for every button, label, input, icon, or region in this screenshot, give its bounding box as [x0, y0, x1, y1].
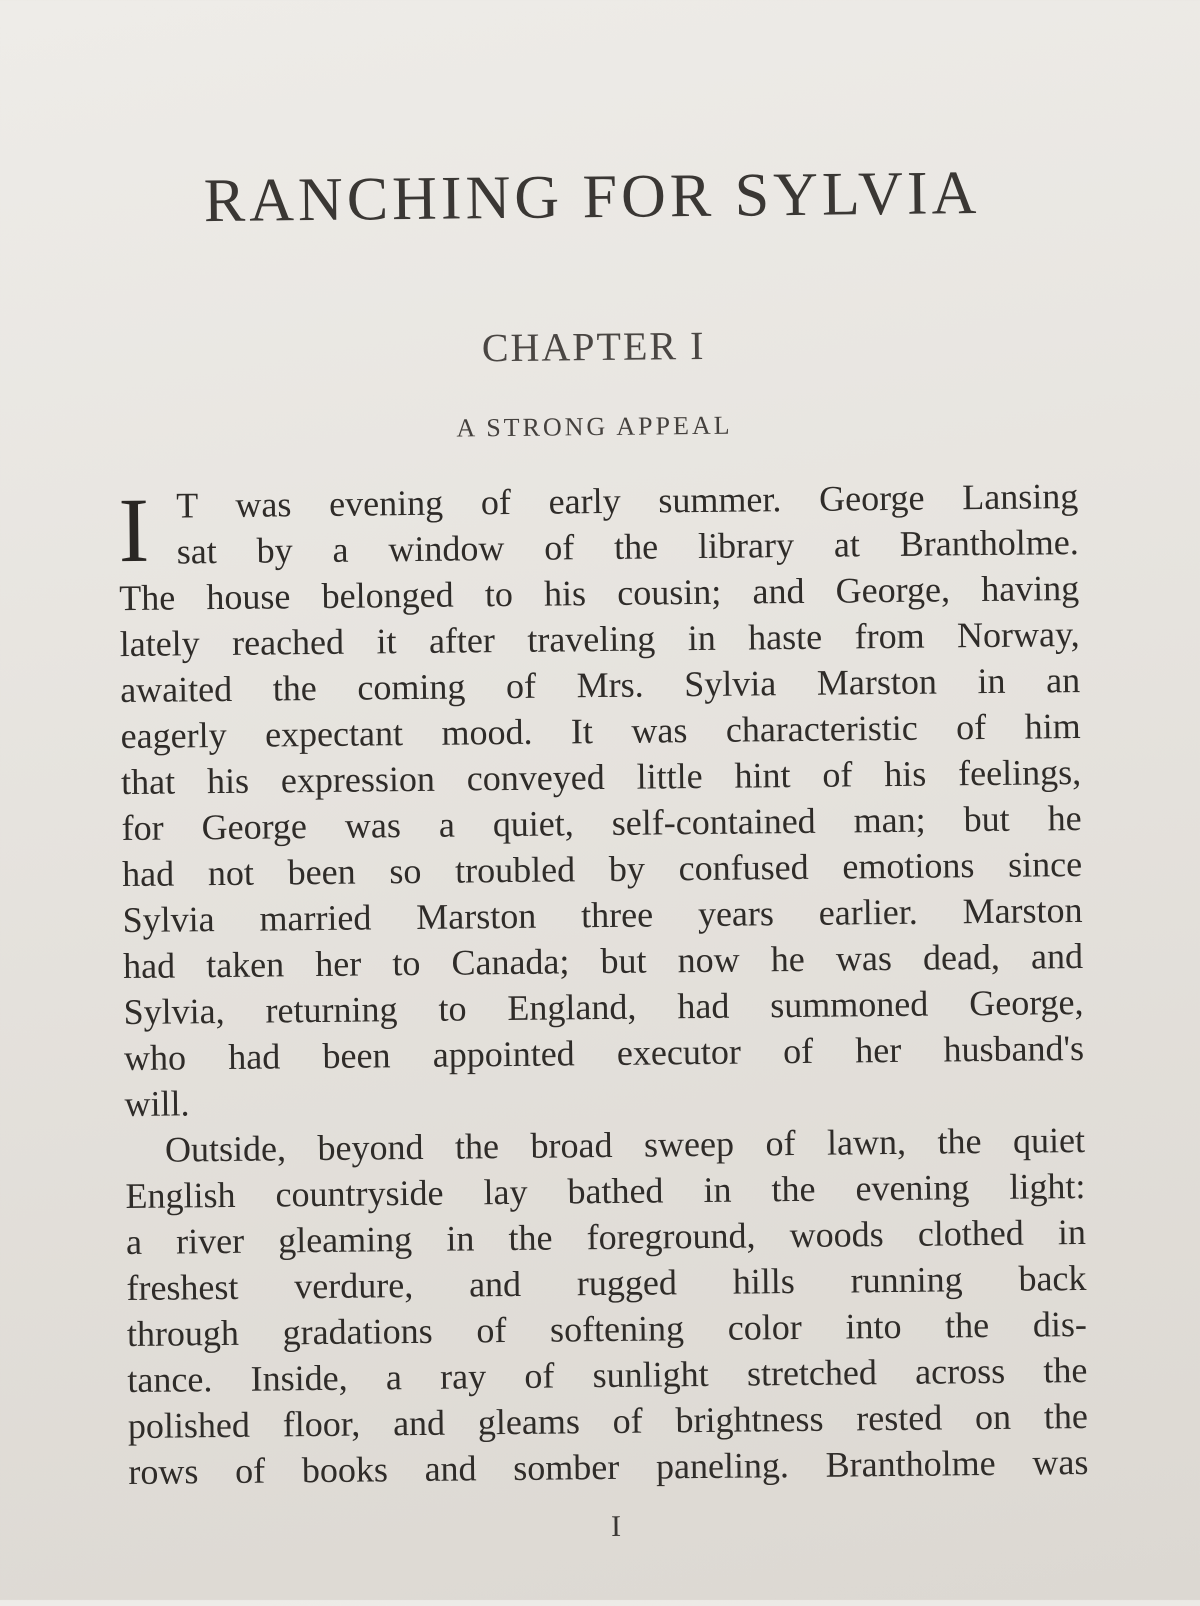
text-line: had not been so troubled by confused emotions since — [121, 844, 1083, 895]
text-line: Sylvia, returning to England, had summoned George, — [123, 981, 1084, 1033]
text-line: a river gleaming in the foreground, woods clothed in — [125, 1211, 1087, 1263]
text-line: lately reached it after traveling in haste from Norway, — [119, 614, 1080, 665]
text-line: sat by a window of the library at Brantholme. — [176, 522, 1079, 572]
body-text — [118, 473, 1089, 1495]
book-title: RANCHING FOR SYLVIA — [203, 159, 981, 236]
paragraph-1 — [118, 473, 1085, 1127]
text-line: awaited the coming of Mrs. Sylvia Marston in an — [119, 660, 1081, 711]
paragraph-2 — [125, 1117, 1089, 1495]
text-line: who had been appointed executor of her husband's — [123, 1027, 1085, 1079]
text-line: freshest verdure, and rugged hills running back — [126, 1257, 1087, 1309]
text-line: T was evening of early summer. George Lansing — [176, 476, 1079, 526]
text-line: Outside, beyond the broad sweep of lawn, the quiet — [164, 1119, 1086, 1170]
text-line: that his expression conveyed little hint of his feelings, — [120, 752, 1082, 803]
text-line: The house belonged to his cousin; and George, having — [119, 568, 1080, 619]
text-line: had taken her to Canada; but now he was dead, and — [122, 935, 1084, 987]
chapter-subtitle: A STRONG APPEAL — [456, 410, 733, 443]
chapter-heading: CHAPTER I — [481, 322, 706, 371]
text-line: for George was a quiet, self-contained man; but he — [121, 798, 1082, 849]
text-line: polished floor, and gleams of brightness rested on the — [127, 1395, 1089, 1447]
text-line: English countryside lay bathed in the evening light: — [125, 1165, 1086, 1217]
drop-cap: I — [117, 478, 150, 582]
text-line: through gradations of softening color into the dis- — [126, 1303, 1088, 1355]
text-line: eagerly expectant mood. It was characteristic of him — [120, 706, 1081, 757]
text-line: rows of books and somber paneling. Brantholme was — [128, 1441, 1089, 1493]
text-line: tance. Inside, a ray of sunlight stretched across the — [127, 1349, 1088, 1401]
text-line: Sylvia married Marston three years earlier. Marston — [122, 889, 1083, 941]
page-number: I — [610, 1509, 622, 1543]
text-line: will. — [124, 1083, 190, 1125]
